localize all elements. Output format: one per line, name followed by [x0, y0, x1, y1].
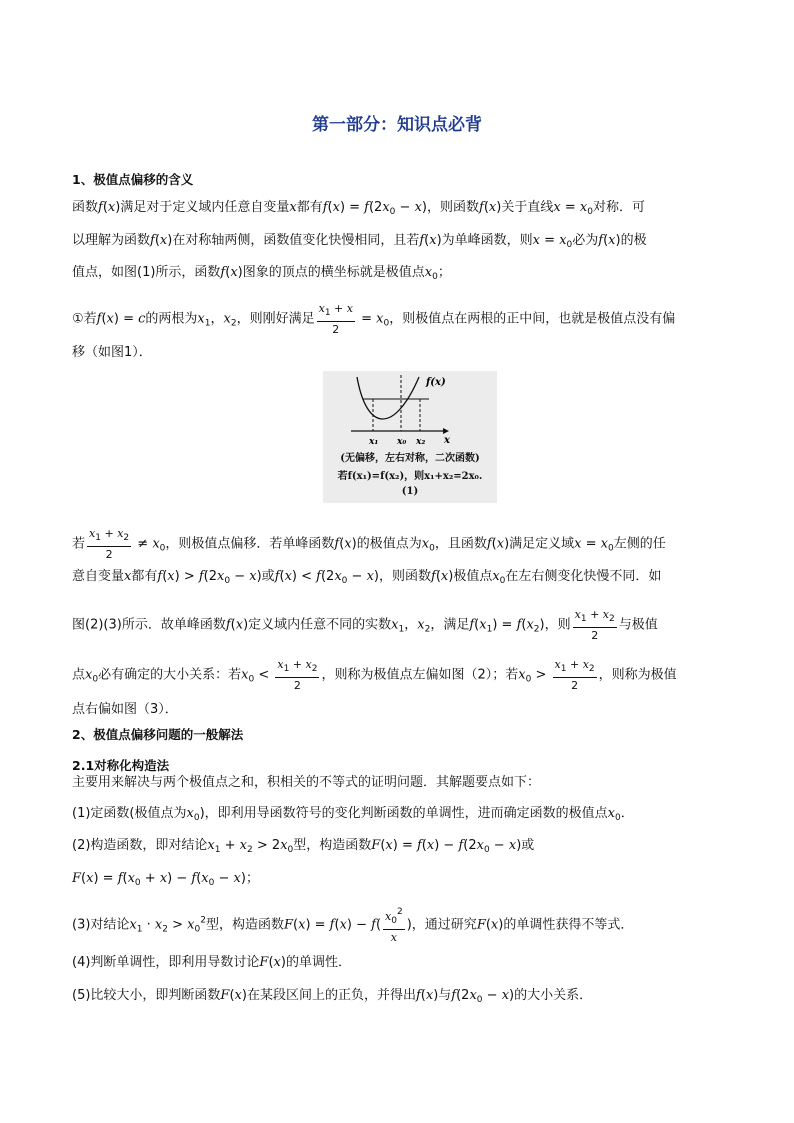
section-1-line-1: 函数f(x)满足对于定义域内任意自变量x都有$f(x) = f(2x_0 - x)$，则函数f(x)关于直线$x = x_0$对称．可 — [72, 200, 645, 217]
section-1-line-3: 值点，如图(1)所示，函数f(x)图象的顶点的横坐标就是极值点$x_0$； — [72, 265, 451, 282]
step-3: (3)对结论$x_1 \cdot x_2 > x_0^2$型，构造函数F(x) = f(x) − f( $\frac{x_0^2}{x}$ )，通过研究F(x)的单调性获得不等式． — [72, 907, 634, 944]
section-1b-line-4: 点$x_0$必有确定的大小关系：若$x_0$ < $\frac{x_1 + x_2}{2}$ ，则称为极值点左偏如图（2）；若$x_0$ > $\frac{x_1 + x_2}{2}$ ，则称为极值 — [72, 658, 677, 692]
section-1b-line-2: 意自变量x都有$f(x) > f(2x_0 - x)$或$f(x) < f(2x_0 - x)$，则函数f(x)极值点$x_0$在左右侧变化快慢不同．如 — [72, 569, 662, 586]
section-1-line-5: 移（如图1）． — [72, 345, 152, 360]
section-1b-line-3: 图(2)(3)所示．故单峰函数f(x)定义域内任意不同的实数$x_1$，$x_2$，满足$f(x_1) = f(x_2)$，则 $\frac{x_1 + x_2}{2}$ 与极值 — [72, 608, 658, 642]
x2-label: x₂ — [416, 437, 426, 447]
x0-label: x₀ — [397, 437, 407, 447]
page-title: 第一部分：知识点必背 — [312, 115, 482, 135]
step-2: (2)构造函数，即对结论$x_1 + x_2 > 2x_0$型，构造函数$F(x) = f(x) - f(2x_0 - x)$或 — [72, 838, 535, 855]
figure-caption-3: (1) — [401, 486, 419, 497]
section-2-heading: 2、极值点偏移问题的一般解法 — [72, 727, 244, 742]
figure-caption-2: 若f(x₁)=f(x₂)，则x₁+x₂=2x₀. — [337, 471, 483, 482]
step-1: (1)定函数(极值点为$x_0$)，即利用导函数符号的变化判断函数的单调性，进而确定函数的极值点$x_0$． — [72, 806, 634, 823]
section-1-line-2: 以理解为函数f(x)在对称轴两侧，函数值变化快慢相同，且若f(x)为单峰函数，则$x = x_0$必为f(x)的极 — [72, 233, 647, 250]
section-1-heading: 1、极值点偏移的含义 — [72, 172, 194, 187]
step-2-continued: $F(x) = f(x_0 + x) - f(x_0 - x)$； — [72, 871, 259, 888]
func-label: f(x) — [426, 377, 446, 388]
figure-caption-1: (无偏移，左右对称，二次函数) — [340, 453, 480, 464]
x-axis-arrow — [443, 428, 449, 434]
section-2-1-heading: 2.1对称化构造法 — [72, 758, 170, 773]
figure-1 — [323, 371, 497, 503]
section-1-line-4: ①若f(x) = c的两根为$x_1$，$x_2$，则刚好满足 $\frac{x_1 + x}{2}$ = $x_0$，则极值点在两根的正中间，也就是极值点没有偏 — [72, 302, 676, 336]
x-axis-label: x — [444, 435, 450, 446]
section-2-intro: 主要用来解决与两个极值点之和，积相关的不等式的证明问题．其解题要点如下： — [72, 775, 541, 790]
section-1b-line-5: 点右偏如图（3）． — [72, 702, 178, 717]
x1-label: x₁ — [369, 437, 379, 447]
step-5: (5)比较大小，即判断函数F(x)在某段区间上的正负，并得出f(x)与$f(2x_0 - x)$的大小关系． — [72, 988, 593, 1005]
section-1b-line-1: 若 $\frac{x_1 + x_2}{2}$ ≠ $x_0$，则极值点偏移．若单峰函数f(x)的极值点为$x_0$，且函数f(x)满足定义域$x = x_0$左侧的任 — [72, 527, 666, 561]
step-4: (4)判断单调性，即利用导数讨论F(x)的单调性． — [72, 955, 351, 970]
parabola-graph — [323, 371, 497, 457]
parabola-curve — [357, 377, 419, 419]
